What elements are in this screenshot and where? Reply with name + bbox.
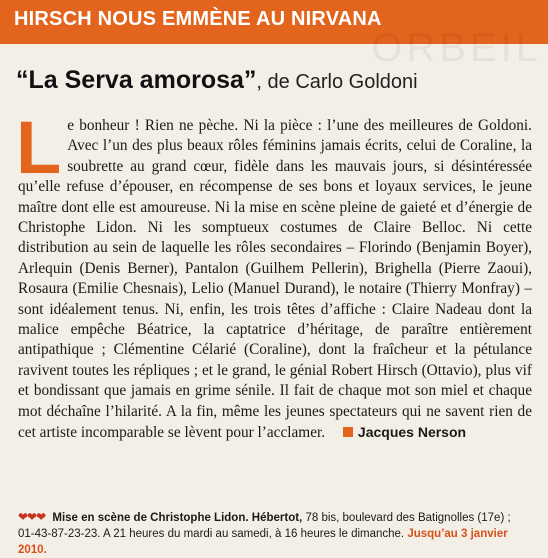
venue-name: Hébertot, xyxy=(251,512,303,524)
run-dates: Jusqu’au 3 janvier 2010. xyxy=(18,528,508,556)
article-text: e bonheur ! Rien ne pèche. Ni la pièce : l’une des meilleures de Goldoni. Avec l’un des plus beaux rôles féminins jamais écrits, celui de Coraline, la soubrette au grand cœur, fidèle dans les mauvais jours, si désintéressée qu’elle refuse d’épouser, en récompense de ses bons et loyaux services, le jeune maître dont elle est amoureuse. Ni la mise en scène pleine de gaieté et d’énergie de Christophe Lidon. Ni les somptueux costumes de Claire Belloc. Ni cette distribution au sein de laquelle les rôles secondaires – Florindo (Benjamin Boyer), Arlequin (Denis Berner), Pantalon (Guilhem Pellerin), Brighella (Pierre Zaoui), Rosaura (Emilie Chesnais), Lelio (Manuel Durand), le notaire (Thierry Monfray) – sont idéalement tenus. Ni, enfin, les trois têtes d’affiche : Claire Nadeau dont la malice empêche Béatrice, la captatrice d’héritage, de paraître entièrement antipathique ; Clémentine Célarié (Coraline), dont la fraîcheur et la pétulance ravivent toutes les répliques ; et le grand, le génial Robert Hirsch (Ottavio), plus vif et bondissant que jamais en grime sénile. Il fait de chaque mot son miel et chaque mot déchaîne l’hilarité. A la fin, même les jeunes spectateurs qui ne savent rien de cet artiste incomparable se lèvent pour l’acclamer. xyxy=(18,117,532,442)
section-title: HIRSCH NOUS EMMÈNE AU NIRVANA xyxy=(14,8,382,30)
rating-hearts-icon: ❤❤❤ xyxy=(18,510,46,524)
play-author: , de Carlo Goldoni xyxy=(256,71,418,93)
practical-info xyxy=(18,509,534,558)
author-signature: Jacques Nerson xyxy=(357,424,467,441)
square-bullet-icon xyxy=(343,427,353,437)
article-body xyxy=(16,106,532,444)
background-watermark-text: ORBEIL xyxy=(371,26,542,70)
byline xyxy=(329,424,466,440)
play-title: “La Serva amorosa” xyxy=(16,66,257,94)
venue-address: 78 bis, boulevard des Batignolles (17e) ; xyxy=(305,512,511,524)
drop-cap: L xyxy=(16,106,62,189)
phone-and-hours: 01-43-87-23-23. A 21 heures du mardi au samedi, à 16 heures le dimanche. xyxy=(18,528,405,540)
staging-credit: Mise en scène de Christophe Lidon. xyxy=(52,512,249,524)
article-headline xyxy=(16,66,418,95)
